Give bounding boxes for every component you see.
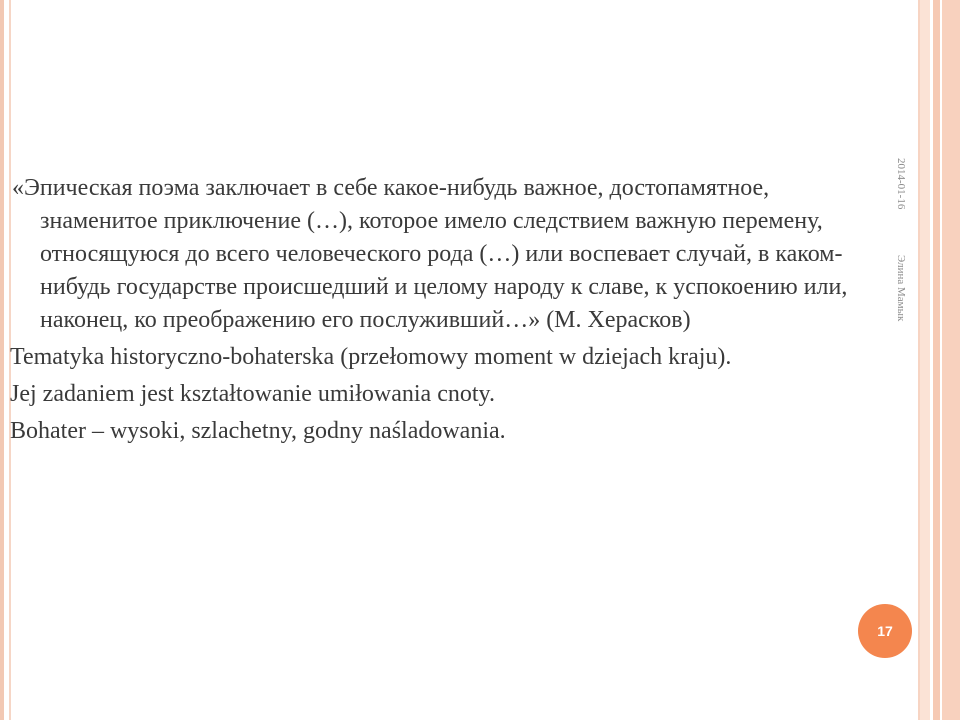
slide-author: Элина Мамык: [895, 255, 907, 322]
quote-paragraph: «Эпическая поэма заключает в себе какое-нибудь важное, достопамятное, знаменитое приключение (…), которое имело следствием важную перемену, относящуюся до всего человеческого рода (…) или воспевает случай, в каком-нибудь государстве происшедший и целому народу к славе, к успокоению или, наконец, ко преображению его послуживший…» (М. Херасков): [12, 175, 848, 333]
theme-paragraph: Tematyka historyczno-bohaterska (przełomowy moment w dziejach kraju).: [10, 344, 732, 370]
slide-body: [10, 172, 870, 448]
task-paragraph: Jej zadaniem jest kształtowanie umiłowania cnoty.: [10, 381, 495, 407]
hero-paragraph: Bohater – wysoki, szlachetny, godny naśladowania.: [10, 418, 506, 444]
page-number-badge: 17: [858, 604, 912, 658]
slide-date: 2014-01-16: [895, 158, 907, 210]
left-border-strip: [0, 0, 4, 720]
right-decorative-stripes: [920, 0, 960, 720]
